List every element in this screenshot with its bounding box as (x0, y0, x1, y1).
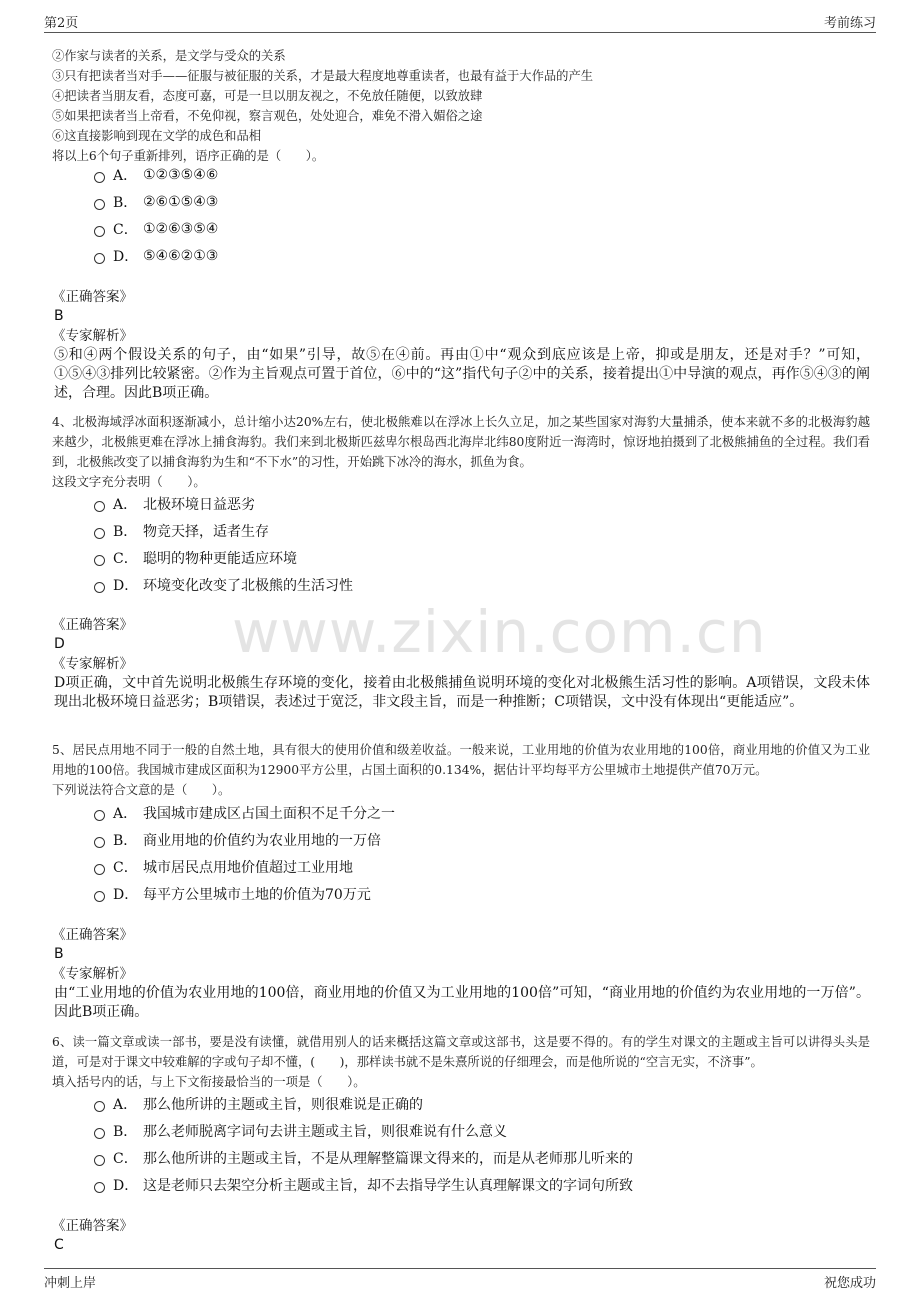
stem-line: ④把读者当朋友看，态度可嘉，可是一旦以朋友视之，不免放任随便，以致放肆 (52, 89, 483, 103)
radio-icon[interactable] (94, 582, 105, 593)
option-a[interactable] (94, 161, 218, 188)
stem-question: 下列说法符合文意的是（ ）。 (52, 783, 231, 797)
answer-label: 《正确答案》 (52, 617, 133, 633)
question-5-options (94, 799, 395, 907)
option-text: 这是老师只去架空分析主题或主旨，却不去指导学生认真理解课文的字词句所致 (143, 1177, 633, 1194)
stem-line: ⑤如果把读者当上帝看，不免仰视，察言观色，处处迎合，难免不滑入媚俗之途 (52, 109, 483, 123)
option-letter: D． (113, 886, 139, 903)
option-text: 环境变化改变了北极熊的生活习性 (143, 577, 353, 594)
option-c[interactable] (94, 853, 395, 880)
option-a[interactable] (94, 490, 353, 517)
footer-right-text: 祝您成功 (823, 1276, 876, 1291)
header-divider (44, 32, 876, 33)
option-c[interactable] (94, 544, 353, 571)
answer-label: 《正确答案》 (52, 289, 133, 305)
watermark: www.zixin.com.cn (232, 598, 767, 666)
option-c[interactable] (94, 215, 218, 242)
option-letter: C． (113, 550, 138, 567)
stem-line: ②作家与读者的关系，是文学与受众的关系 (52, 49, 286, 63)
radio-icon[interactable] (94, 1128, 105, 1139)
option-b[interactable] (94, 517, 353, 544)
radio-icon[interactable] (94, 501, 105, 512)
analysis-label: 《专家解析》 (52, 966, 133, 982)
analysis-text: ⑤和④两个假设关系的句子，由“如果”引导，故⑤在④前。再由①中“观众到底应该是上帝，抑或是朋友，还是对手？”可知，①⑤④③排列比较紧密。②作为主旨观点可置于首位，⑥中的“这”指代句子②中的关系，接着提出①中导演的观点，再作⑤④③的阐述，合理。因此B项正确。 (54, 347, 870, 401)
question-6-options (94, 1090, 633, 1198)
option-letter: B． (113, 1123, 138, 1140)
option-letter: B． (113, 832, 138, 849)
option-letter: C． (113, 859, 138, 876)
stem-question: 将以上6个句子重新排列，语序正确的是（ ）。 (52, 149, 325, 163)
option-text: 商业用地的价值约为农业用地的一万倍 (143, 832, 381, 849)
question-4-options (94, 490, 353, 598)
question-3-options (94, 161, 218, 269)
option-b[interactable] (94, 826, 395, 853)
option-d[interactable] (94, 571, 353, 598)
answer-value: B (54, 308, 64, 324)
option-letter: D． (113, 577, 139, 594)
option-text: 聪明的物种更能适应环境 (143, 550, 297, 567)
question-6-stem (52, 1032, 870, 1092)
stem-text: 4、北极海域浮冰面积逐渐减小，总计缩小达20%左右，使北极熊难以在浮冰上长久立足，加之某些国家对海豹大量捕杀，使本来就不多的北极海豹越来越少，北极熊更难在浮冰上捕食海豹。我们来到北极斯匹兹卑尔根岛西北海岸北纬80度附近一海湾时，惊讶地拍摄到了北极熊捕鱼的全过程。我们看到，北极熊改变了以捕食海豹为生和“不下水”的习性，开始跳下冰冷的海水，抓鱼为食。 (52, 415, 870, 469)
stem-question: 填入括号内的话，与上下文衔接最恰当的一项是（ ）。 (52, 1075, 366, 1089)
radio-icon[interactable] (94, 810, 105, 821)
answer-value: C (54, 1237, 64, 1253)
page-number: 第2页 (44, 16, 79, 31)
footer-left-text: 冲刺上岸 (44, 1276, 97, 1291)
option-text: 北极环境日益恶劣 (143, 496, 255, 513)
option-text: ②⑥①⑤④③ (143, 193, 219, 210)
option-d[interactable] (94, 1171, 633, 1198)
option-letter: B． (113, 194, 138, 211)
option-letter: A． (113, 496, 138, 513)
option-letter: A． (113, 1096, 138, 1113)
radio-icon[interactable] (94, 555, 105, 566)
stem-question: 这段文字充分表明（ ）。 (52, 475, 206, 489)
option-text: 那么他所讲的主题或主旨，不是从理解整篇课文得来的，而是从老师那儿听来的 (143, 1150, 633, 1167)
stem-text: 5、居民点用地不同于一般的自然土地，具有很大的使用价值和级差收益。一般来说，工业用地的价值为农业用地的100倍，商业用地的价值又为工业用地的100倍。我国城市建成区面积为12900平方公里，占国土面积的0.134%，据估计平均每平方公里城市土地提供产值70万元。 (52, 743, 870, 777)
radio-icon[interactable] (94, 528, 105, 539)
stem-line: ⑥这直接影响到现在文学的成色和品相 (52, 129, 262, 143)
option-b[interactable] (94, 1117, 633, 1144)
option-d[interactable] (94, 242, 218, 269)
question-3-answer (52, 287, 870, 403)
option-text: 那么老师脱离字词句去讲主题或主旨，则很难说有什么意义 (143, 1123, 507, 1140)
radio-icon[interactable] (94, 199, 105, 210)
option-text: 物竞天择，适者生存 (143, 523, 269, 540)
question-4-stem (52, 412, 870, 492)
radio-icon[interactable] (94, 1155, 105, 1166)
question-4-answer (52, 615, 870, 712)
option-text: ①②⑥③⑤④ (143, 220, 219, 237)
radio-icon[interactable] (94, 837, 105, 848)
option-letter: C． (113, 221, 138, 238)
radio-icon[interactable] (94, 1101, 105, 1112)
analysis-text: D项正确，文中首先说明北极熊生存环境的变化，接着由北极熊捕鱼说明环境的变化对北极熊生活习性的影响。A项错误，文段未体现出北极环境日益恶劣；B项错误，表述过于宽泛，非文段主旨，而是一种推断；C项错误，文中没有体现出“更能适应”。 (54, 675, 870, 710)
stem-text: 6、读一篇文章或读一部书，要是没有读懂，就借用别人的话来概括这篇文章或这部书，这是要不得的。有的学生对课文的主题或主旨可以讲得头头是道，可是对于课文中较难解的字或句子却不懂，( )，那样读书就不是朱熹所说的仔细理会，而是他所说的“空言无实，不济事”。 (52, 1035, 870, 1069)
analysis-text: 由“工业用地的价值为农业用地的100倍，商业用地的价值又为工业用地的100倍”可知，“商业用地的价值约为农业用地的一万倍”。因此B项正确。 (54, 985, 870, 1020)
analysis-label: 《专家解析》 (52, 328, 133, 344)
option-d[interactable] (94, 880, 395, 907)
question-3-stem (52, 46, 870, 166)
option-letter: D． (113, 248, 139, 265)
option-letter: D． (113, 1177, 139, 1194)
header-title: 考前练习 (823, 16, 876, 31)
option-letter: C． (113, 1150, 138, 1167)
answer-value: D (54, 636, 65, 652)
option-text: 城市居民点用地价值超过工业用地 (143, 859, 353, 876)
radio-icon[interactable] (94, 1182, 105, 1193)
analysis-label: 《专家解析》 (52, 656, 133, 672)
option-text: 每平方公里城市土地的价值为70万元 (143, 886, 371, 903)
radio-icon[interactable] (94, 172, 105, 183)
question-6-answer (52, 1216, 870, 1255)
footer-divider (44, 1268, 876, 1269)
question-5-answer (52, 925, 870, 1022)
answer-label: 《正确答案》 (52, 1218, 133, 1234)
radio-icon[interactable] (94, 226, 105, 237)
option-text: ①②③⑤④⑥ (143, 166, 219, 183)
option-letter: A． (113, 805, 138, 822)
radio-icon[interactable] (94, 253, 105, 264)
answer-value: B (54, 946, 64, 962)
option-b[interactable] (94, 188, 218, 215)
option-a[interactable] (94, 799, 395, 826)
radio-icon[interactable] (94, 891, 105, 902)
answer-label: 《正确答案》 (52, 927, 133, 943)
option-text: ⑤④⑥②①③ (143, 247, 219, 264)
option-letter: A． (113, 167, 138, 184)
question-5-stem (52, 740, 870, 800)
stem-line: ③只有把读者当对手——征服与被征服的关系，才是最大程度地尊重读者，也最有益于大作品的产生 (52, 69, 594, 83)
radio-icon[interactable] (94, 864, 105, 875)
option-text: 那么他所讲的主题或主旨，则很难说是正确的 (143, 1096, 423, 1113)
option-text: 我国城市建成区占国土面积不足千分之一 (143, 805, 395, 822)
option-c[interactable] (94, 1144, 633, 1171)
option-letter: B． (113, 523, 138, 540)
option-a[interactable] (94, 1090, 633, 1117)
